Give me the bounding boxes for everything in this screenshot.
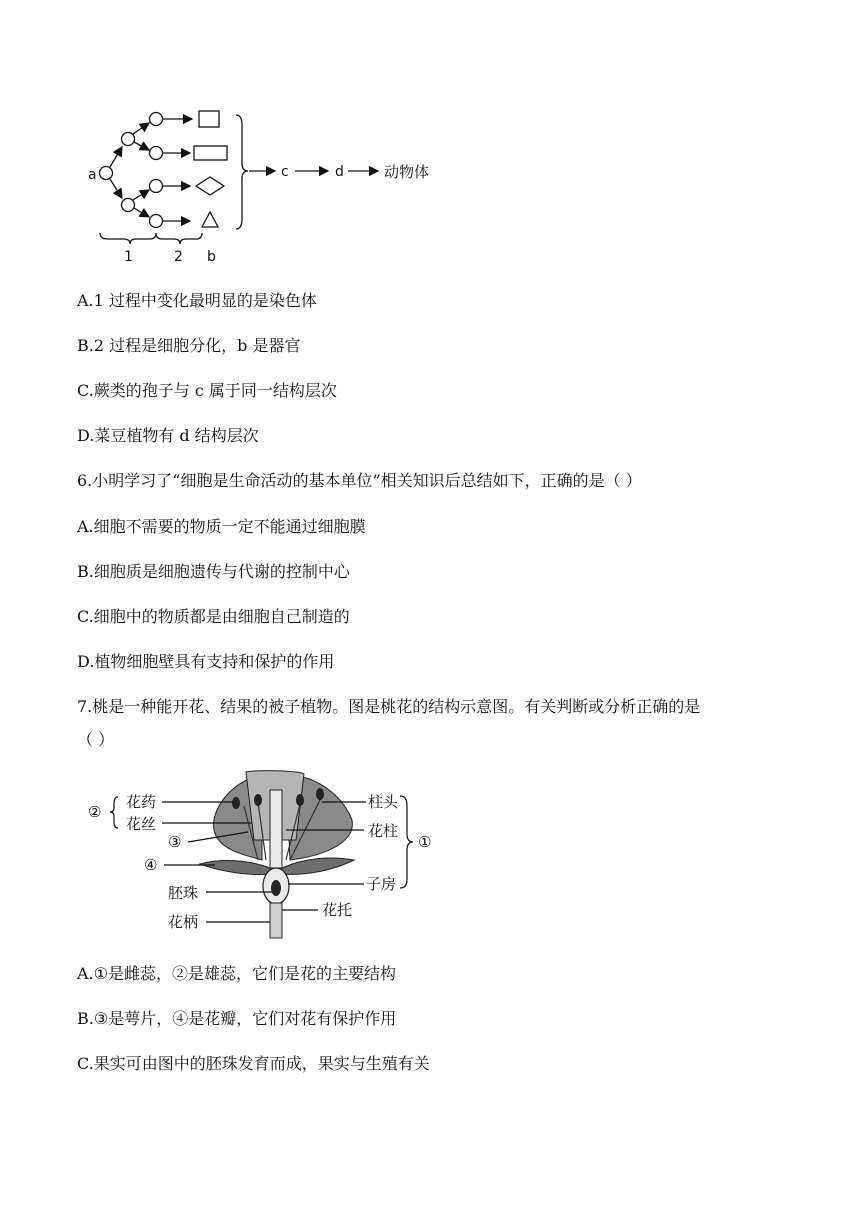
label-style: 花柱 [368, 822, 399, 840]
label-c: c [281, 164, 289, 180]
anther-2 [254, 794, 262, 806]
sepal-left [200, 861, 270, 875]
label-ovary: 子房 [366, 875, 397, 893]
style [270, 790, 282, 868]
label-circle-4: ④ [144, 856, 158, 874]
label-d: d [335, 164, 344, 180]
tissue-rect [194, 146, 227, 160]
label-2: 2 [174, 249, 183, 265]
label-filament: 花丝 [126, 815, 157, 833]
ovule [271, 880, 281, 896]
q6-option-d: D.植物细胞壁具有支持和保护的作用 [77, 652, 335, 671]
cell-2c [150, 180, 163, 193]
right-brace [236, 115, 248, 229]
q6-stem: 6.小明学习了“细胞是生命活动的基本单位”相关知识后总结如下，正确的是（ ） [77, 471, 642, 490]
q7-option-c: C.果实可由图中的胚珠发育而成，果实与生殖有关 [77, 1054, 430, 1073]
label-circle-2: ② [88, 803, 102, 821]
cell-1a [122, 133, 135, 146]
cell-2b [150, 147, 163, 160]
label-pedicel: 花柄 [168, 913, 199, 931]
label-ovule: 胚珠 [168, 884, 199, 902]
cell-development-diagram [0, 0, 860, 280]
tissue-square [199, 111, 219, 127]
label-stigma: 柱头 [368, 793, 399, 811]
cell-a [100, 167, 113, 180]
peach-flower-diagram [0, 760, 860, 940]
bottom-brace-2 [156, 233, 202, 244]
anther-3 [296, 794, 304, 806]
label-animal-body: 动物体 [384, 163, 430, 181]
label-circle-3: ③ [168, 833, 182, 851]
q5-option-d: D.菜豆植物有 d 结构层次 [77, 426, 259, 445]
tissue-triangle [202, 212, 218, 227]
tissue-diamond [196, 177, 224, 195]
label-receptacle: 花托 [322, 901, 353, 919]
q6-option-c: C.细胞中的物质都是由细胞自己制造的 [77, 607, 350, 626]
q5-option-a: A.1 过程中变化最明显的是染色体 [77, 291, 317, 310]
q6-option-b: B.细胞质是细胞遗传与代谢的控制中心 [77, 562, 350, 581]
cell-2a [150, 113, 163, 126]
label-1: 1 [124, 249, 133, 265]
q5-option-c: C.蕨类的孢子与 c 属于同一结构层次 [77, 381, 337, 400]
label-a: a [88, 167, 97, 183]
q5-option-b: B.2 过程是细胞分化，b 是器官 [77, 336, 301, 355]
bottom-brace-1 [100, 233, 156, 244]
q7-stem-line1: 7.桃是一种能开花、结果的被子植物。图是桃花的结构示意图。有关判断或分析正确的是 [77, 697, 701, 716]
cell-2d [150, 215, 163, 228]
anther-1 [232, 797, 240, 809]
label-anther: 花药 [126, 793, 157, 811]
q7-stem-line2: （ ） [77, 730, 115, 749]
q6-option-a: A.细胞不需要的物质一定不能通过细胞膜 [77, 517, 366, 536]
q7-option-a: A.①是雌蕊，②是雄蕊，它们是花的主要结构 [77, 964, 396, 983]
cell-1b [122, 199, 135, 212]
label-circle-1: ① [418, 833, 432, 851]
pedicel [270, 903, 282, 938]
sepal-right [282, 858, 354, 874]
label-b: b [207, 249, 216, 265]
q7-option-b: B.③是萼片，④是花瓣，它们对花有保护作用 [77, 1009, 397, 1028]
anther-4 [316, 788, 324, 800]
